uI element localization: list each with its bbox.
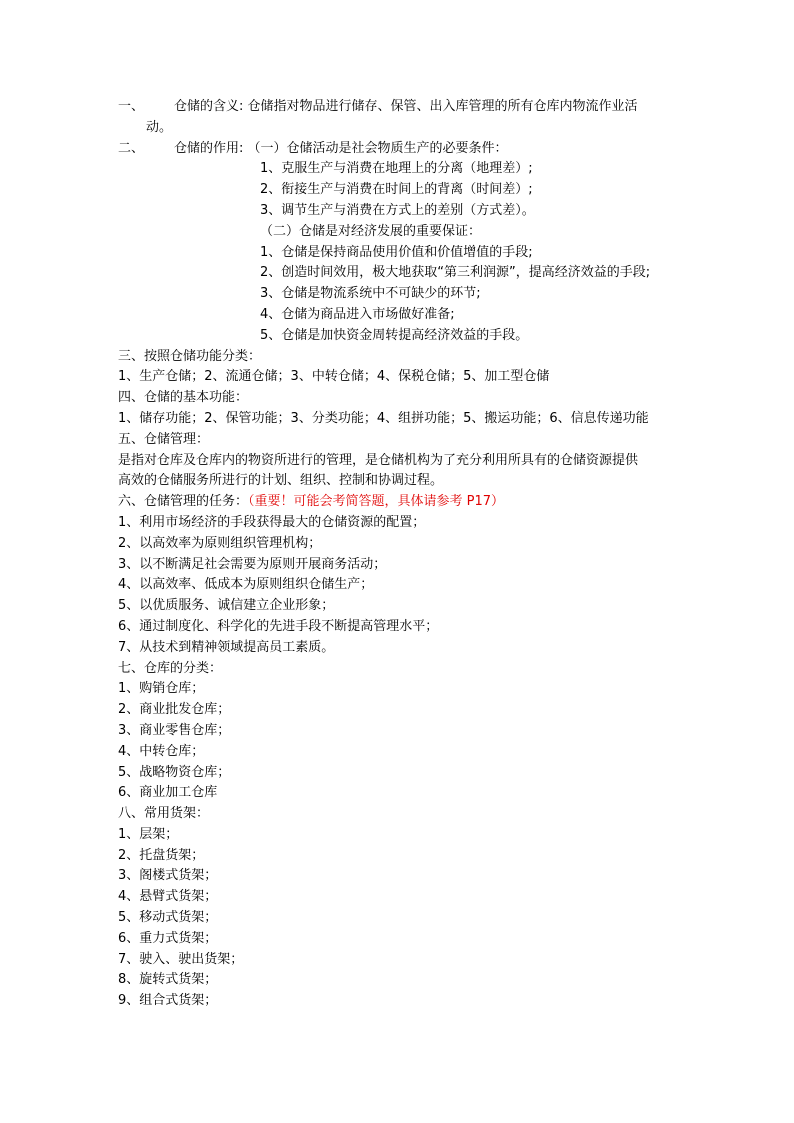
section-6-item: 5、以优质服务、诚信建立企业形象； [118,598,335,614]
section-5-title: 五、仓储管理： [118,431,210,447]
section-5-body-line-1: 是指对仓库及仓库内的物资所进行的管理，是仓储机构为了充分利用所具有的仓储资源提供 [118,452,639,468]
section-8-item: 4、悬臂式货架； [118,889,218,905]
section-2-b-item: 5、仓储是加快资金周转提高经济效益的手段。 [260,327,529,343]
section-6-item: 1、利用市场经济的手段获得最大的仓储资源的配置； [118,514,426,530]
section-3-title: 三、按照仓储功能分类： [118,348,262,364]
section-2-text: 仓储的作用: （一）仓储活动是社会物质生产的必要条件： [174,140,508,156]
section-6-item: 7、从技术到精神领域提高员工素质。 [118,639,335,655]
section-2-a-item: 3、调节生产与消费在方式上的差别（方式差）。 [260,202,535,218]
section-2-heading [118,139,698,160]
section-4-body: 1、储存功能；2、保管功能；3、分类功能；4、组拼功能；5、搬运功能；6、信息传递功能 [118,410,649,426]
section-2-a-item: 1、克服生产与消费在地理上的分离（地理差）; [260,161,533,177]
section-1-continuation: 动。 [146,119,173,135]
section-7-item: 3、商业零售仓库； [118,722,231,738]
section-2-number: 二、 [118,140,145,156]
section-8-item: 8、旋转式货架； [118,972,218,988]
section-6-note: （重要！可能会考简答题，具体请参考 P17） [248,494,505,510]
section-8-item: 2、托盘货架； [118,847,205,863]
section-2-b-heading: （二）仓储是对经济发展的重要保证： [260,223,482,239]
section-8-title: 八、常用货架： [118,806,210,822]
section-2-b-item: 3、仓储是物流系统中不可缺少的环节; [260,286,481,302]
section-1-heading [118,97,698,118]
section-6-item: 6、通过制度化、科学化的先进手段不断提高管理水平； [118,618,439,634]
section-5-body-line-2: 高效的仓储服务所进行的计划、组织、控制和协调过程。 [118,473,444,489]
section-8-item: 5、移动式货架； [118,910,218,926]
section-8-item: 1、层架； [118,826,179,842]
section-8-item: 9、组合式货架； [118,993,218,1009]
section-2-b-item: 1、仓储是保持商品使用价值和价值增值的手段; [260,244,533,260]
section-7-item: 2、商业批发仓库； [118,702,231,718]
section-2-b-item: 2、创造时间效用，极大地获取“第三利润源”，提高经济效益的手段; [260,265,651,281]
section-8-item: 6、重力式货架； [118,930,218,946]
section-8-item: 3、阁楼式货架； [118,868,218,884]
section-2-a-item: 2、衔接生产与消费在时间上的背离（时间差）; [260,182,533,198]
section-4-title: 四、仓储的基本功能： [118,390,249,406]
section-7-item: 5、战略物资仓库； [118,764,231,780]
section-3-body: 1、生产仓储；2、流通仓储；3、中转仓储；4、保税仓储；5、加工型仓储 [118,369,550,385]
section-7-item: 6、商业加工仓库 [118,785,218,801]
section-6-heading [118,492,698,513]
section-6-title: 六、仓储管理的任务： [118,494,249,510]
section-7-item: 1、购销仓库； [118,681,205,697]
section-7-title: 七、仓库的分类： [118,660,223,676]
section-1-number: 一、 [118,99,145,114]
section-6-item: 2、以高效率为原则组织管理机构； [118,535,322,551]
section-1-text: 仓储的含义: 仓储指对物品进行储存、保管、出入库管理的所有仓库内物流作业活 [174,99,638,114]
document-page [118,97,698,1012]
section-8-item: 7、驶入、驶出货架； [118,951,244,967]
section-6-item: 4、以高效率、低成本为原则组织仓储生产； [118,577,374,593]
section-7-item: 4、中转仓库； [118,743,205,759]
section-2-b-item: 4、仓储为商品进入市场做好准备; [260,306,455,322]
section-6-item: 3、以不断满足社会需要为原则开展商务活动； [118,556,387,572]
